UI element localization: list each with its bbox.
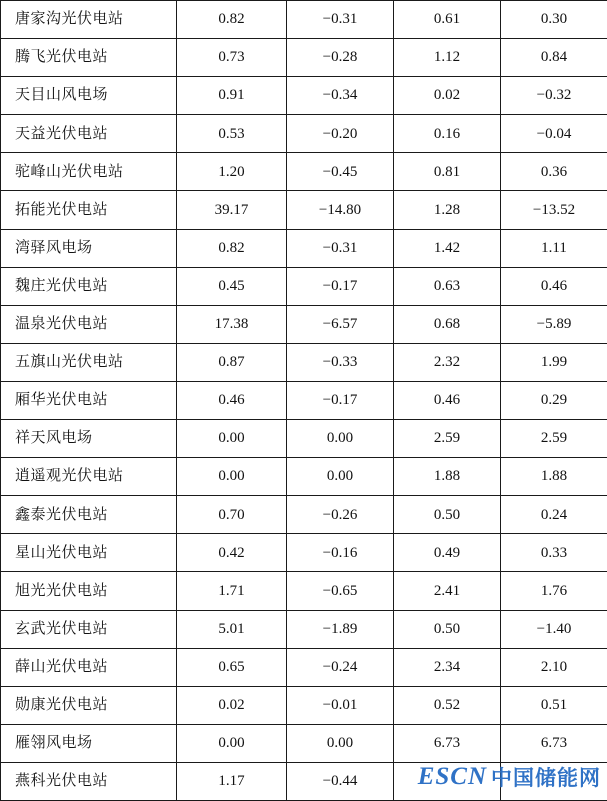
station-name-cell: 鑫泰光伏电站 xyxy=(1,496,177,534)
value-cell-3: 6.73 xyxy=(394,724,501,762)
value-cell-4: 0.46 xyxy=(501,267,607,305)
value-cell-2: −0.16 xyxy=(287,534,394,572)
value-cell-4: 0.36 xyxy=(501,153,607,191)
value-cell-2: 0.00 xyxy=(287,420,394,458)
table-row xyxy=(1,458,607,496)
table-row xyxy=(1,77,607,115)
table-row xyxy=(1,648,607,686)
value-cell-4: 1.76 xyxy=(501,572,607,610)
value-cell-4: 1.88 xyxy=(501,458,607,496)
value-cell-3: 0.63 xyxy=(394,267,501,305)
value-cell-2: −0.45 xyxy=(287,153,394,191)
station-name-cell: 唐家沟光伏电站 xyxy=(1,1,177,39)
value-cell-3: 0.50 xyxy=(394,610,501,648)
value-cell-4: −0.32 xyxy=(501,77,607,115)
value-cell-4: 0.84 xyxy=(501,39,607,77)
table-row xyxy=(1,191,607,229)
value-cell-3: 0.68 xyxy=(394,305,501,343)
station-name-cell: 五旗山光伏电站 xyxy=(1,343,177,381)
value-cell-1: 0.46 xyxy=(177,381,287,419)
value-cell-2: −0.33 xyxy=(287,343,394,381)
value-cell-4: 1.99 xyxy=(501,343,607,381)
table-row xyxy=(1,762,607,800)
station-name-cell: 腾飞光伏电站 xyxy=(1,39,177,77)
value-cell-3: 2.32 xyxy=(394,343,501,381)
value-cell-3: 0.49 xyxy=(394,534,501,572)
value-cell-4 xyxy=(501,762,607,800)
station-name-cell: 旭光光伏电站 xyxy=(1,572,177,610)
station-name-cell: 勋康光伏电站 xyxy=(1,686,177,724)
value-cell-4: −0.04 xyxy=(501,115,607,153)
value-cell-3: 0.50 xyxy=(394,496,501,534)
value-cell-2: −0.24 xyxy=(287,648,394,686)
value-cell-3: 2.41 xyxy=(394,572,501,610)
value-cell-2: −0.31 xyxy=(287,1,394,39)
station-name-cell: 驼峰山光伏电站 xyxy=(1,153,177,191)
table-row xyxy=(1,343,607,381)
value-cell-4: −13.52 xyxy=(501,191,607,229)
watermark-brand: ESCN xyxy=(418,763,487,791)
table-row xyxy=(1,534,607,572)
value-cell-2: −0.34 xyxy=(287,77,394,115)
station-name-cell: 逍遥观光伏电站 xyxy=(1,458,177,496)
value-cell-1: 0.87 xyxy=(177,343,287,381)
station-name-cell: 燕科光伏电站 xyxy=(1,762,177,800)
value-cell-3: 1.12 xyxy=(394,39,501,77)
station-name-cell: 温泉光伏电站 xyxy=(1,305,177,343)
value-cell-2: −6.57 xyxy=(287,305,394,343)
value-cell-4: 2.10 xyxy=(501,648,607,686)
value-cell-1: 0.02 xyxy=(177,686,287,724)
value-cell-1: 0.82 xyxy=(177,1,287,39)
value-cell-1: 0.82 xyxy=(177,229,287,267)
table-row xyxy=(1,610,607,648)
value-cell-2: −0.28 xyxy=(287,39,394,77)
value-cell-3: 2.59 xyxy=(394,420,501,458)
value-cell-2: −0.01 xyxy=(287,686,394,724)
value-cell-4: 2.59 xyxy=(501,420,607,458)
value-cell-3: 1.88 xyxy=(394,458,501,496)
station-name-cell: 雁翎风电场 xyxy=(1,724,177,762)
table-row xyxy=(1,115,607,153)
value-cell-2: −0.44 xyxy=(287,762,394,800)
value-cell-1: 0.65 xyxy=(177,648,287,686)
table-row xyxy=(1,305,607,343)
value-cell-3 xyxy=(394,762,501,800)
value-cell-1: 39.17 xyxy=(177,191,287,229)
table-row xyxy=(1,496,607,534)
value-cell-2: −14.80 xyxy=(287,191,394,229)
value-cell-4: 0.51 xyxy=(501,686,607,724)
value-cell-1: 17.38 xyxy=(177,305,287,343)
value-cell-2: −0.26 xyxy=(287,496,394,534)
station-name-cell: 厢华光伏电站 xyxy=(1,381,177,419)
value-cell-1: 0.91 xyxy=(177,77,287,115)
value-cell-2: −0.65 xyxy=(287,572,394,610)
value-cell-4: −5.89 xyxy=(501,305,607,343)
value-cell-4: 6.73 xyxy=(501,724,607,762)
value-cell-4: 1.11 xyxy=(501,229,607,267)
value-cell-1: 0.53 xyxy=(177,115,287,153)
value-cell-2: −0.31 xyxy=(287,229,394,267)
value-cell-3: 1.42 xyxy=(394,229,501,267)
station-name-cell: 拓能光伏电站 xyxy=(1,191,177,229)
value-cell-3: 0.52 xyxy=(394,686,501,724)
value-cell-2: 0.00 xyxy=(287,458,394,496)
table-row xyxy=(1,39,607,77)
value-cell-3: 0.81 xyxy=(394,153,501,191)
value-cell-4: 0.24 xyxy=(501,496,607,534)
value-cell-2: −0.17 xyxy=(287,381,394,419)
station-name-cell: 湾驿风电场 xyxy=(1,229,177,267)
value-cell-1: 0.70 xyxy=(177,496,287,534)
value-cell-4: 0.33 xyxy=(501,534,607,572)
station-name-cell: 薛山光伏电站 xyxy=(1,648,177,686)
value-cell-2: −0.17 xyxy=(287,267,394,305)
value-cell-2: −0.20 xyxy=(287,115,394,153)
value-cell-3: 0.46 xyxy=(394,381,501,419)
value-cell-4: 0.29 xyxy=(501,381,607,419)
station-name-cell: 玄武光伏电站 xyxy=(1,610,177,648)
value-cell-1: 5.01 xyxy=(177,610,287,648)
value-cell-3: 0.61 xyxy=(394,1,501,39)
value-cell-3: 0.16 xyxy=(394,115,501,153)
value-cell-3: 2.34 xyxy=(394,648,501,686)
value-cell-1: 0.73 xyxy=(177,39,287,77)
station-name-cell: 祥天风电场 xyxy=(1,420,177,458)
value-cell-1: 0.00 xyxy=(177,458,287,496)
value-cell-1: 1.17 xyxy=(177,762,287,800)
value-cell-2: 0.00 xyxy=(287,724,394,762)
value-cell-1: 0.00 xyxy=(177,420,287,458)
table-row xyxy=(1,572,607,610)
station-name-cell: 天益光伏电站 xyxy=(1,115,177,153)
watermark-text: 中国储能网 xyxy=(491,762,601,792)
table-body xyxy=(1,1,607,801)
value-cell-3: 0.02 xyxy=(394,77,501,115)
table-row xyxy=(1,381,607,419)
value-cell-1: 0.45 xyxy=(177,267,287,305)
value-cell-1: 0.42 xyxy=(177,534,287,572)
table-row xyxy=(1,724,607,762)
table-row xyxy=(1,153,607,191)
table-row xyxy=(1,229,607,267)
station-name-cell: 天目山风电场 xyxy=(1,77,177,115)
station-name-cell: 魏庄光伏电站 xyxy=(1,267,177,305)
value-cell-1: 0.00 xyxy=(177,724,287,762)
table-row xyxy=(1,267,607,305)
value-cell-2: −1.89 xyxy=(287,610,394,648)
station-name-cell: 星山光伏电站 xyxy=(1,534,177,572)
value-cell-4: −1.40 xyxy=(501,610,607,648)
value-cell-4: 0.30 xyxy=(501,1,607,39)
value-cell-3: 1.28 xyxy=(394,191,501,229)
value-cell-1: 1.71 xyxy=(177,572,287,610)
table-row xyxy=(1,686,607,724)
table-row xyxy=(1,1,607,39)
table-row xyxy=(1,420,607,458)
value-cell-1: 1.20 xyxy=(177,153,287,191)
